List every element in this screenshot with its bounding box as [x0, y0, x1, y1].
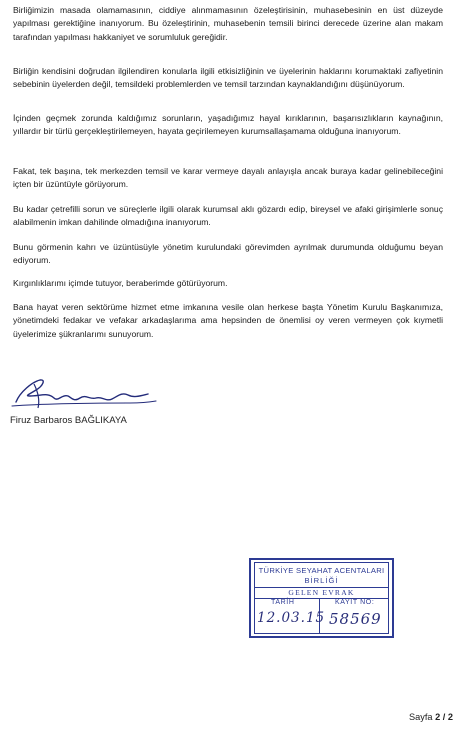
stamp-number-label: KAYIT NO:: [335, 599, 375, 606]
paragraph-self-criticism: Birliğimizin masada olamamasının, ciddiye alınmamasının özeleştirisinin, muhasebesinin en üst düzeyde yapılması gerektiğine inanıyorum. Bu özeleştirinin, muhasebenin temsili birinci derecede üzerine alan makam tarafından yapılması hakkaniyet ve sorumluluk gereğidir.: [13, 5, 443, 42]
paragraph-resignation: Bunu görmenin kahrı ve üzüntüsüyle yönetim kurulundaki görevimden ayrılmak durumunda olduğumu beyan ediyorum.: [13, 242, 443, 266]
incoming-document-stamp: [249, 558, 394, 638]
stamp-date-label: TARİH: [271, 599, 295, 606]
stamp-organization-line2: BİRLİĞİ: [304, 576, 339, 585]
paragraph-gratitude: Bana hayat veren sektörüme hizmet etme imkanına vesile olan herkese başta Yönetim Kurulu Başkanımıza, yönetimdeki fedakar ve vefakar arkadaşlarıma ama hepsinden de önemlisi oy veren vermeyen çok kıymetli üyelerimize şükranlarımı sunuyorum.: [13, 302, 443, 339]
stamp-date-value: 12.03.15: [257, 610, 326, 626]
paragraph-resentments: Kırgınlıklarımı içimde tutuyor, beraberimde götürüyorum.: [13, 278, 228, 288]
page-label: Sayfa: [409, 712, 433, 722]
paragraph-institutionalization: İçinden geçmek zorunda kaldığımız sorunların, yaşadığımız hayal kırıklarının, başarısızlıkların kaynağının, yıllardır bir türlü gerçekleştirilemeyen, hayata geçirilemeyen kurumsallaşamama olduğuna inanıyorum.: [13, 113, 443, 137]
stamp-registration-number: 58569: [329, 610, 382, 628]
page-footer: [409, 712, 453, 722]
stamp-title: GELEN EVRAK: [255, 587, 388, 599]
page-number: 2 / 2: [435, 712, 453, 722]
handwritten-signature: [10, 372, 160, 417]
paragraph-institutional-mind: Bu kadar çetrefilli sorun ve süreçlerle ilgili olarak kurumsal aklı gözardı edip, bireysel ve afaki girişimlerle sonuç alabilmenin imkan dahilinde olmadığına inanıyorum.: [13, 204, 443, 228]
paragraph-representation-problems: Birliğin kendisini doğrudan ilgilendiren konularla ilgili etkisizliğinin ve üyelerinin haklarını korumaktaki zafiyetinin sebebinin üyelerden değil, temsildeki problemlerden ve temsil tarzından kaynaklandığını düşünüyorum.: [13, 66, 443, 90]
stamp-organization-line1: TÜRKİYE SEYAHAT ACENTALARI: [258, 566, 385, 575]
signer-name: Firuz Barbaros BAĞLIKAYA: [10, 415, 127, 426]
paragraph-single-center: Fakat, tek başına, tek merkezden temsil ve karar vermeye dayalı anlayışla ancak buraya kadar gelinebileceğini içten bir üzüntüyle görüyorum.: [13, 166, 443, 190]
